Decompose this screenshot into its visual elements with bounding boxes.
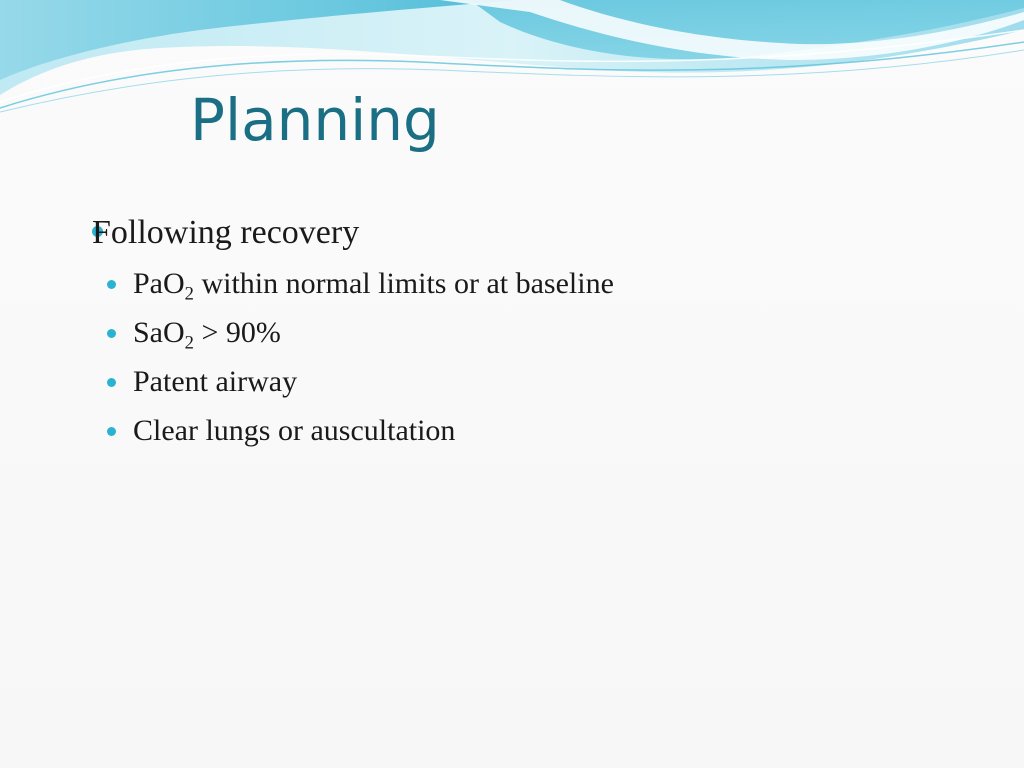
sub-bullet-suffix: within normal limits or at baseline (193, 267, 614, 300)
sub-bullet-clear-lungs: Clear lungs or auscultation (133, 414, 456, 447)
subscript: 2 (184, 332, 194, 354)
slide-title: Planning (190, 86, 440, 154)
bullet-dot-icon (107, 280, 116, 289)
sub-bullet-prefix: SaO (133, 316, 185, 349)
bullet-dot-icon (107, 427, 116, 436)
sub-bullet-prefix: PaO (133, 267, 185, 300)
level1-bullet-text: Following recovery (92, 214, 360, 251)
subscript: 2 (184, 283, 194, 305)
bullet-dot-icon (107, 329, 116, 338)
header-wave-decoration (0, 0, 1024, 130)
sub-bullet-suffix: > 90% (193, 316, 281, 349)
bullet-dot-icon (107, 378, 116, 387)
sub-bullet-sao2 (133, 313, 281, 353)
sub-bullet-patent-airway: Patent airway (133, 365, 298, 398)
sub-bullet-pao2 (133, 264, 614, 304)
